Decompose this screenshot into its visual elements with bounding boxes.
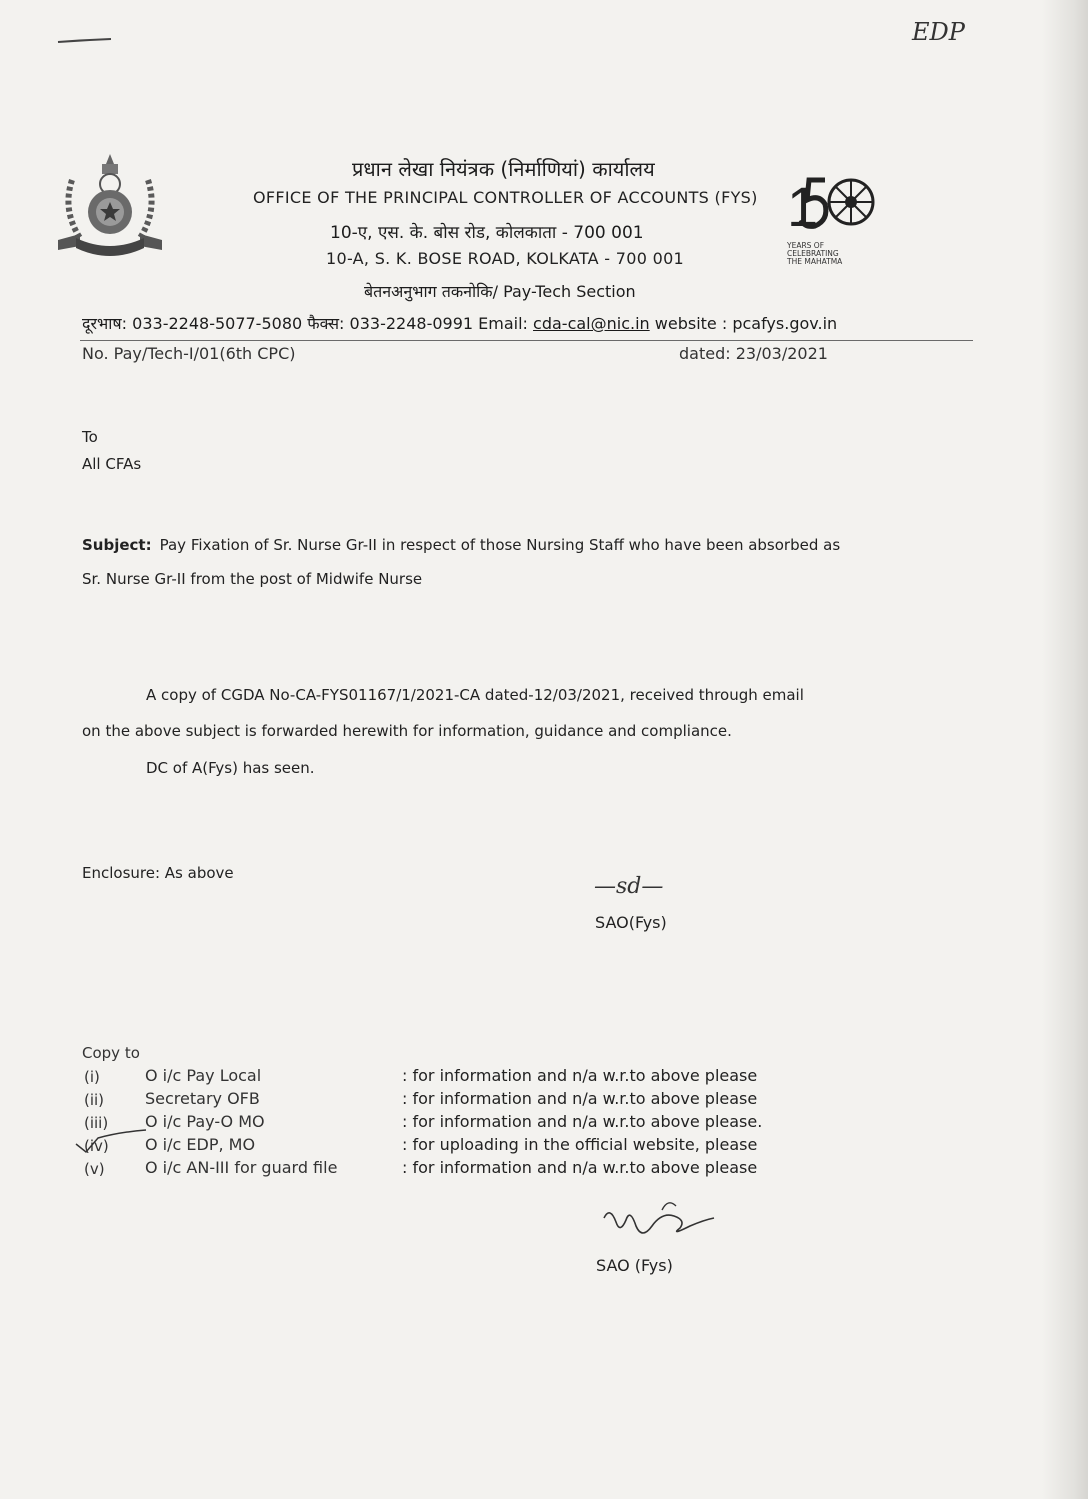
signatory-designation: SAO(Fys)	[595, 913, 667, 932]
body-note: DC of A(Fys) has seen.	[146, 759, 315, 777]
copy-to-recipient: Secretary OFB	[145, 1089, 260, 1108]
section-name: बेतनअनुभाग तकनोकि/ Pay-Tech Section	[364, 282, 636, 301]
contact-phone: दूरभाष: 033-2248-5077-5080	[82, 314, 303, 333]
pen-stroke-mark	[55, 30, 115, 50]
office-address: 10-A, S. K. BOSE ROAD, KOLKATA - 700 001	[326, 249, 685, 268]
subject-label: Subject:	[82, 536, 152, 554]
subject-text: Pay Fixation of Sr. Nurse Gr-II in respect of those Nursing Staff who have been absorbed as	[159, 536, 841, 554]
handwritten-sd: —sd—	[594, 874, 664, 899]
handwritten-signature	[590, 1196, 730, 1256]
copy-to-purpose: : for information and n/a w.r.to above please	[402, 1066, 758, 1085]
copy-to-purpose: : for information and n/a w.r.to above please	[402, 1158, 758, 1177]
copy-to-recipient: O i/c EDP, MO	[145, 1135, 256, 1154]
office-name-hindi: प्रधान लेखा नियंत्रक (निर्माणियां) कार्यालय	[352, 157, 655, 181]
gandhi-150-logo	[785, 168, 880, 268]
subject-text-continued: Sr. Nurse Gr-II from the post of Midwife Nurse	[82, 570, 423, 588]
copy-to-recipient: O i/c AN-III for guard file	[145, 1158, 338, 1177]
copy-to-label: Copy to	[82, 1044, 140, 1062]
copy-to-purpose: : for information and n/a w.r.to above please	[402, 1089, 758, 1108]
copy-to-number: (iv)	[84, 1137, 109, 1155]
contact-fax: फैक्स: 033-2248-0991	[307, 314, 474, 333]
copy-to-number: (v)	[84, 1160, 105, 1178]
contact-email-link[interactable]: cda-cal@nic.in	[533, 314, 650, 333]
handwritten-tick-mark	[70, 1128, 150, 1158]
office-name: OFFICE OF THE PRINCIPAL CONTROLLER OF ACCOUNTS (FYS)	[253, 188, 758, 207]
copy-to-purpose: : for information and n/a w.r.to above please.	[402, 1112, 763, 1131]
gandhi-logo-caption	[787, 242, 842, 266]
header-divider	[80, 340, 973, 341]
gandhi-caption-line: CELEBRATING	[787, 249, 839, 258]
copy-to-number: (iii)	[84, 1114, 109, 1132]
contact-email-label: Email:	[478, 314, 528, 333]
copy-to-number: (i)	[84, 1068, 100, 1086]
gandhi-150-charkha-icon	[785, 168, 880, 238]
copy-to-recipient: O i/c Pay-O MO	[145, 1112, 265, 1131]
letter-date: dated: 23/03/2021	[679, 344, 828, 363]
copy-to-number: (ii)	[84, 1091, 105, 1109]
copy-to-recipient: O i/c Pay Local	[145, 1066, 262, 1085]
body-paragraph-line: on the above subject is forwarded herewith for information, guidance and compliance.	[82, 722, 732, 740]
gandhi-caption-line: THE MAHATMA	[787, 257, 843, 266]
contact-website: website : pcafys.gov.in	[654, 314, 838, 333]
reference-number: No. Pay/Tech-I/01(6th CPC)	[82, 344, 296, 363]
handwritten-edp-mark: EDP	[912, 18, 965, 46]
to-label: To	[82, 428, 98, 446]
page-edge-shadow	[1042, 0, 1088, 1499]
enclosure-note: Enclosure: As above	[82, 864, 234, 882]
contact-line	[82, 312, 837, 334]
copy-to-signatory: SAO (Fys)	[596, 1256, 673, 1275]
ordnance-factory-emblem-icon	[50, 150, 170, 270]
addressee: All CFAs	[82, 455, 142, 473]
copy-to-purpose: : for uploading in the official website, please	[402, 1135, 758, 1154]
subject-line	[82, 536, 840, 554]
gandhi-caption-line: YEARS OF	[787, 241, 825, 250]
svg-text:1: 1	[787, 175, 819, 238]
body-paragraph-line: A copy of CGDA No-CA-FYS01167/1/2021-CA dated-12/03/2021, received through email	[146, 686, 804, 704]
office-address-hindi: 10-ए, एस. के. बोस रोड, कोलकाता - 700 001	[330, 223, 644, 243]
